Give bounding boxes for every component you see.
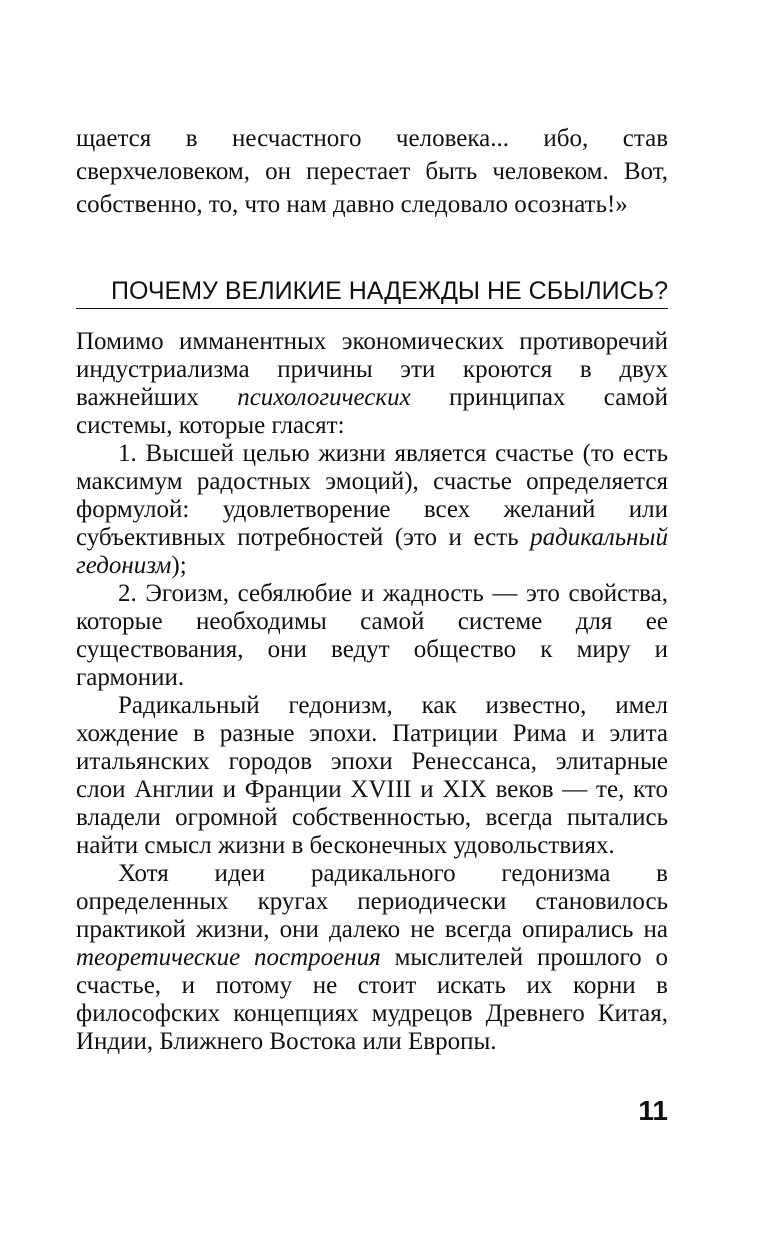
page-number: 11 <box>638 1095 668 1126</box>
list-item-2-text: 2. Эгоизм, себялюбие и жадность — это свойства, которые необходимы самой системе для ее существования, они ведут общество к миру и гармонии. <box>76 580 668 691</box>
list-item-1-italic: радикальный гедонизм <box>76 524 668 579</box>
intro-text: щается в несчастного человека... ибо, став сверхчеловеком, он перестает быть человеком. Вот, собственно, то, что нам давно следовало осознать!» <box>76 125 668 218</box>
list-item-1-start: 1. Высшей целью жизни является счастье (то есть максимум радостных эмоций), счастье определяется формулой: удовлетворение всех желаний или субъективных потребностей (это и есть <box>76 440 668 551</box>
body-text <box>76 328 668 1056</box>
paragraph-2-text: Радикальный гедонизм, как известно, имел хождение в разные эпохи. Патриции Рима и элита итальянских городов эпохи Ренессанса, элитарные слои Англии и Франции XVIII и XIX веков — те, кто владели огромной собственностью, всегда пытались найти смысл жизни в бесконечных удовольствиях. <box>76 692 668 859</box>
list-item-1-end: ); <box>171 552 187 579</box>
paragraph-1-start: Помимо имманентных экономических противоречий индустриализма причины эти кроются в двух важнейших <box>76 328 668 411</box>
section-heading: ПОЧЕМУ ВЕЛИКИЕ НАДЕЖДЫ НЕ СБЫЛИСЬ? <box>76 274 668 309</box>
list-item-1 <box>76 440 668 580</box>
paragraph-1 <box>76 328 668 440</box>
list-item-2 <box>76 580 668 692</box>
paragraph-3 <box>76 860 668 1056</box>
intro-paragraph <box>76 122 668 221</box>
paragraph-3-end: мыслителей прошлого о счастье, и потому не стоит искать их корни в философских концепциях мудрецов Древнего Китая, Индии, Ближнего Востока или Европы. <box>76 944 668 1055</box>
paragraph-3-italic: теоретические построения <box>76 944 381 971</box>
paragraph-1-end: принципах самой системы, которые гласят: <box>76 384 668 439</box>
paragraph-3-start: Хотя идеи радикального гедонизма в определенных кругах периодически становилось практикой жизни, они далеко не всегда опирались на <box>76 860 668 943</box>
paragraph-1-italic: психологических <box>237 384 411 411</box>
paragraph-2 <box>76 692 668 860</box>
